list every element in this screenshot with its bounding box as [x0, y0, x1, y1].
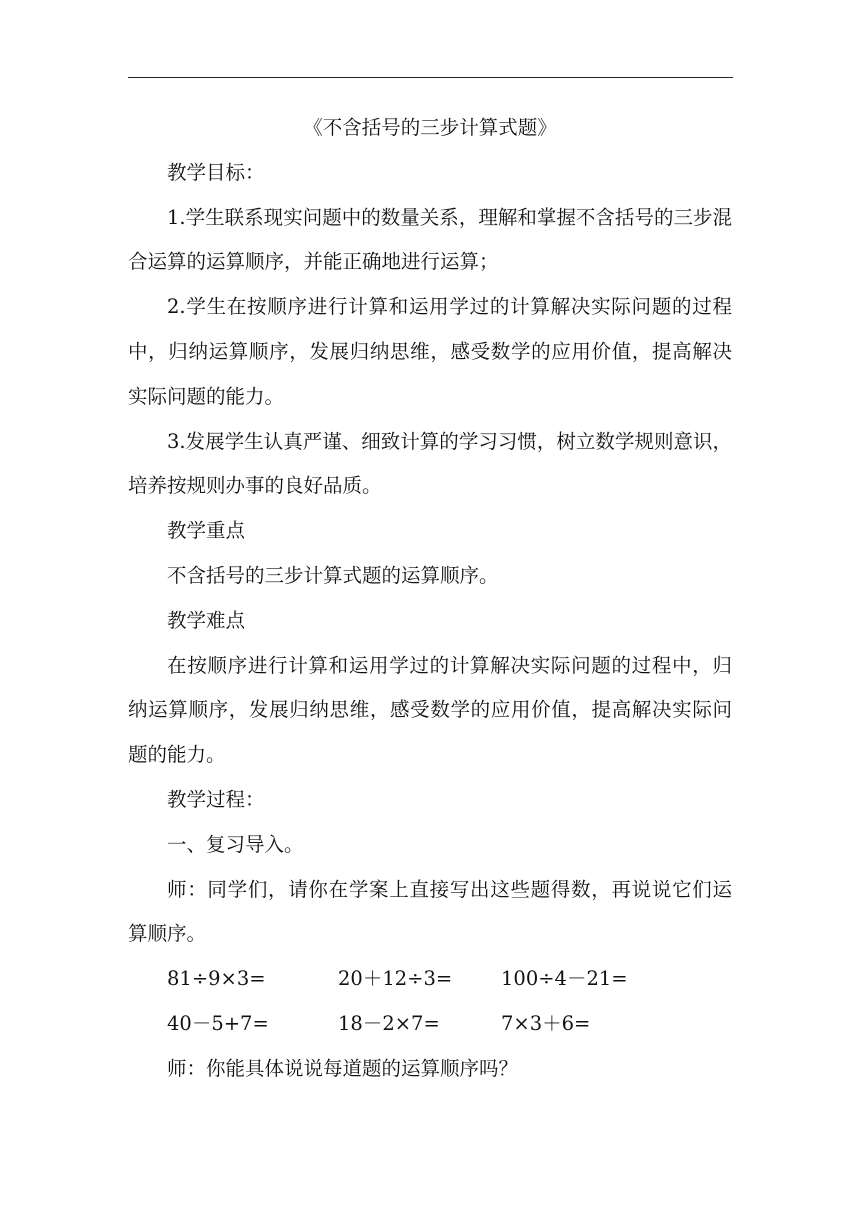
difficulty-text: 在按顺序进行计算和运用学过的计算解决实际问题的过程中，归纳运算顺序，发展归纳思维，感受数学的应用价值，提高解决实际问题的能力。: [128, 653, 732, 767]
equation: 81÷9×3=: [167, 967, 266, 991]
equation: 40－5+7=: [167, 1011, 269, 1035]
difficulty-heading: 教学难点: [167, 608, 246, 632]
objective-2: 2.学生在按顺序进行计算和运用学过的计算解决实际问题的过程中，归纳运算顺序，发展归纳思维，感受数学的应用价值，提高解决实际问题的能力。: [128, 295, 732, 408]
document-title: 《不含括号的三步计算式题》: [303, 116, 557, 139]
teacher-line-1: 师：同学们，请你在学案上直接写出这些题得数，再说说它们运算顺序。: [128, 877, 732, 946]
section-1-heading: 一、复习导入。: [167, 832, 304, 856]
equation: 100÷4－21=: [501, 967, 628, 991]
equation: 7×3＋6=: [501, 1011, 591, 1035]
equation-row-2: [128, 1002, 732, 1047]
process-heading: 教学过程：: [167, 787, 265, 811]
equation: 20＋12÷3=: [338, 967, 453, 991]
objectives-heading: 教学目标：: [167, 160, 265, 184]
teacher-line-2: 师：你能具体说说每道题的运算顺序吗？: [167, 1056, 519, 1080]
objective-1: 1.学生联系现实问题中的数量关系，理解和掌握不含括号的三步混合运算的运算顺序，并能正确地进行运算；: [128, 205, 732, 274]
key-point-text: 不含括号的三步计算式题的运算顺序。: [167, 563, 499, 587]
equation-row-1: [128, 957, 732, 1002]
key-point-heading: 教学重点: [167, 519, 246, 543]
document-body: [128, 106, 732, 1092]
objective-3: 3.发展学生认真严谨、细致计算的学习习惯，树立数学规则意识，培养按规则办事的良好品质。: [128, 429, 732, 498]
equation: 18－2×7=: [338, 1011, 440, 1035]
header-rule: [128, 77, 733, 78]
